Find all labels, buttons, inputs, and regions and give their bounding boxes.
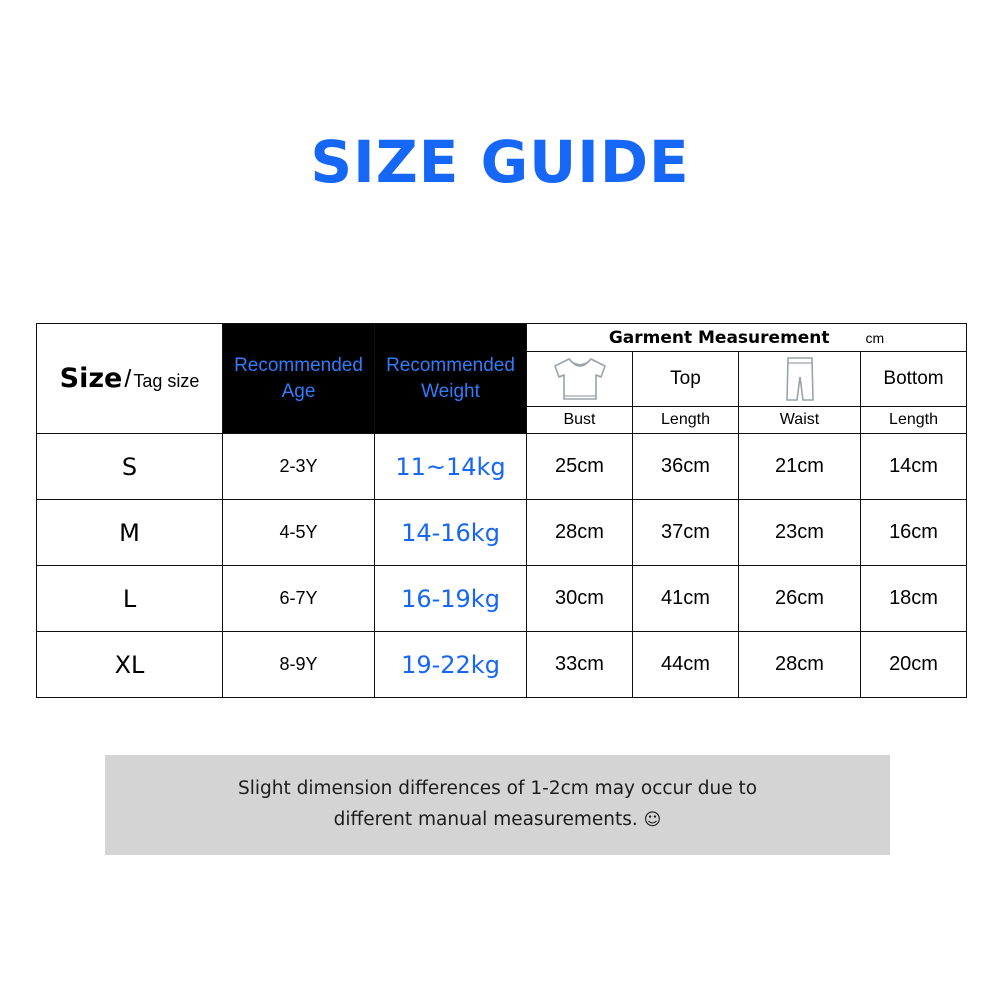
cell-bottom-length: 20cm [861, 632, 967, 698]
bottom-garment-icon-cell [739, 352, 861, 407]
table-row [37, 632, 967, 698]
sweatshirt-icon [527, 355, 632, 403]
header-cell-size [37, 324, 223, 434]
measurement-disclaimer [105, 755, 890, 855]
cell-top-length: 44cm [633, 632, 739, 698]
header-cell-recommended-age [223, 324, 375, 434]
cell-bust: 30cm [527, 566, 633, 632]
cell-size: S [37, 434, 223, 500]
cell-bottom-length: 18cm [861, 566, 967, 632]
cell-age: 8-9Y [223, 632, 375, 698]
bottom-label-cell: Bottom [861, 352, 967, 407]
cell-waist: 26cm [739, 566, 861, 632]
top-label-cell: Top [633, 352, 739, 407]
cell-waist: 28cm [739, 632, 861, 698]
cell-waist: 21cm [739, 434, 861, 500]
recommended-weight-line1: Recommended [386, 354, 515, 376]
table-row [37, 500, 967, 566]
cell-top-length: 36cm [633, 434, 739, 500]
disclaimer-line-1: Slight dimension differences of 1-2cm may occur due to [237, 778, 758, 800]
cell-bust: 28cm [527, 500, 633, 566]
cell-waist: 23cm [739, 500, 861, 566]
cell-weight: 11~14kg [375, 434, 527, 500]
cell-age: 4-5Y [223, 500, 375, 566]
recommended-age-line2: Age [281, 380, 316, 402]
cell-size: M [37, 500, 223, 566]
cell-top-length: 37cm [633, 500, 739, 566]
cell-bust: 25cm [527, 434, 633, 500]
cell-weight: 16-19kg [375, 566, 527, 632]
cell-top-length: 41cm [633, 566, 739, 632]
table-row [37, 434, 967, 500]
header-cell-garment-measurement [527, 324, 967, 352]
tag-size-label: Tag size [133, 371, 200, 391]
measurement-unit-label: cm [865, 329, 885, 346]
disclaimer-line-2: different manual measurements. [333, 809, 638, 830]
size-label: Size [59, 363, 123, 394]
top-garment-icon-cell [527, 352, 633, 407]
cell-bottom-length: 16cm [861, 500, 967, 566]
page-title: SIZE GUIDE [310, 128, 690, 196]
smiley-icon: ☺ [643, 810, 662, 830]
size-table [36, 323, 967, 698]
table-header-row-1 [37, 324, 967, 352]
subheader-bottom-length: Length [861, 407, 967, 434]
size-label-slash: / [124, 365, 132, 393]
cell-bust: 33cm [527, 632, 633, 698]
size-table-container [36, 323, 964, 698]
subheader-top-length: Length [633, 407, 739, 434]
cell-weight: 14-16kg [375, 500, 527, 566]
subheader-bust: Bust [527, 407, 633, 434]
recommended-age-line1: Recommended [234, 354, 363, 376]
garment-measurement-label: Garment Measurement [608, 327, 830, 348]
cell-age: 6-7Y [223, 566, 375, 632]
cell-age: 2-3Y [223, 434, 375, 500]
header-cell-recommended-weight [375, 324, 527, 434]
cell-size: XL [37, 632, 223, 698]
recommended-weight-line2: Weight [421, 380, 480, 402]
subheader-waist: Waist [739, 407, 861, 434]
cell-weight: 19-22kg [375, 632, 527, 698]
table-row [37, 566, 967, 632]
cell-bottom-length: 14cm [861, 434, 967, 500]
pants-icon [739, 355, 860, 403]
cell-size: L [37, 566, 223, 632]
